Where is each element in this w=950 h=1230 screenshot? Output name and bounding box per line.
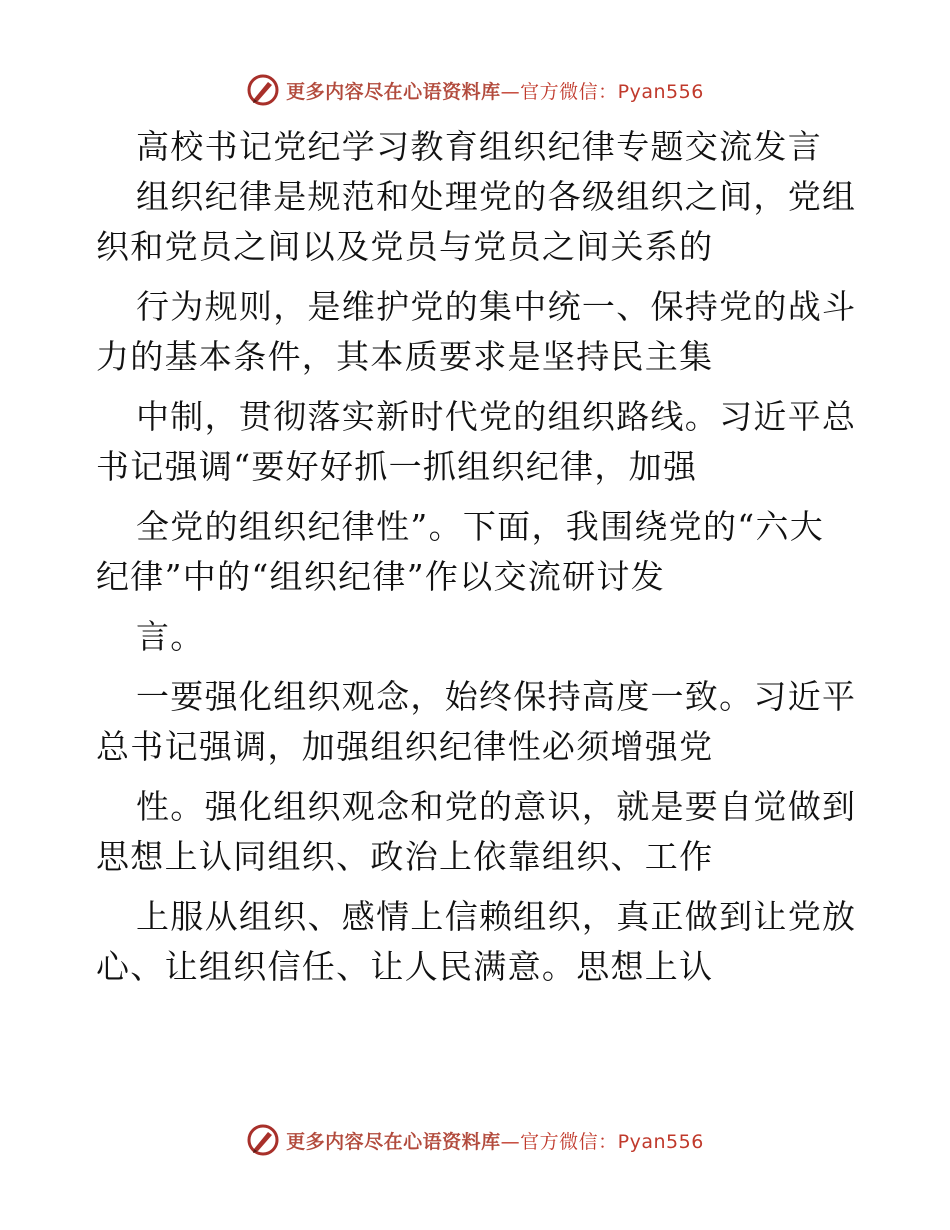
pen-logo-icon [246,73,280,107]
pen-logo-icon [246,1123,280,1157]
footer-watermark [0,1120,950,1160]
paragraph-line: 行为规则，是维护党的集中统一、保持党的战斗 [136,287,857,326]
watermark-wechat: 官方微信：Pyan556 [520,1130,704,1153]
watermark-text [286,1127,704,1154]
document-body [96,122,856,992]
watermark-wechat: 官方微信：Pyan556 [520,80,704,103]
paragraph-line: 上服从组织、感情上信赖组织，真正做到让党放 [136,897,857,936]
paragraph-line: 一要强化组织观念，始终保持高度一致。习近平 [136,677,857,716]
header-watermark [0,70,950,110]
paragraph-line: 中制，贯彻落实新时代党的组织路线。习近平总 [136,397,857,436]
watermark-text [286,77,704,104]
document-title: 高校书记党纪学习教育组织纪律专题交流发言 [136,127,822,166]
paragraph-line: 全党的组织纪律性”。下面，我围绕党的“六大 [136,507,825,546]
paragraph-line: 言。 [136,617,205,656]
paragraph-line: 纪律”中的“组织纪律”作以交流研讨发 [96,557,666,596]
paragraph-line: 书记强调“要好好抓一抓组织纪律，加强 [96,447,698,486]
paragraph-line: 思想上认同组织、政治上依靠组织、工作 [96,837,714,876]
paragraph-line: 组织纪律是规范和处理党的各级组织之间，党组 [136,177,857,216]
watermark-dash: — [500,1130,521,1153]
paragraph-line: 力的基本条件，其本质要求是坚持民主集 [96,337,714,376]
paragraph-line: 心、让组织信任、让人民满意。思想上认 [96,947,714,986]
paragraph-line: 织和党员之间以及党员与党员之间关系的 [96,227,714,266]
watermark-main: 更多内容尽在心语资料库 [286,1130,501,1153]
watermark-main: 更多内容尽在心语资料库 [286,80,501,103]
paragraph-line: 性。强化组织观念和党的意识，就是要自觉做到 [136,787,857,826]
paragraph-line: 总书记强调，加强组织纪律性必须增强党 [96,727,714,766]
watermark-dash: — [500,80,521,103]
